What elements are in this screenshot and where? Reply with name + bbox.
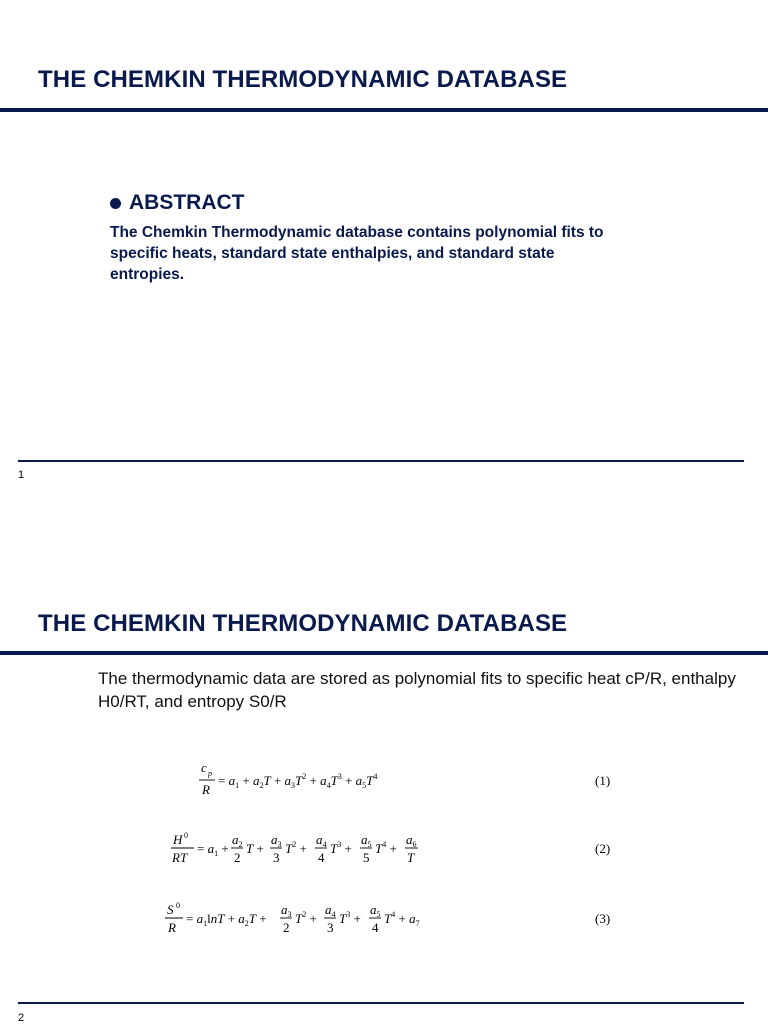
equation-3 <box>165 901 610 935</box>
footer-divider <box>18 1002 744 1004</box>
equation-1 <box>199 760 610 797</box>
bullet-heading <box>110 191 245 215</box>
svg-text:4: 4 <box>318 850 325 865</box>
eq3-number: (3) <box>595 911 611 926</box>
eq2-lhs-num-sup: 0 <box>184 831 188 840</box>
svg-text:T4 +: $T^4$ + <box>375 840 397 856</box>
svg-text:5: 5 <box>363 850 370 865</box>
svg-text:= a1 + a2T + a3T2 + a4T3 + a5T: = $a_1 + a_2T + a_3T^2 + a_4T^3 + a_5T^4$ <box>218 772 378 790</box>
svg-text:T3 +: $T^3$ + <box>330 840 352 856</box>
svg-text:a4: $a_4$ <box>316 832 327 849</box>
eq1-number: (1) <box>595 773 611 788</box>
equation-2 <box>171 831 610 865</box>
svg-text:T3 +: $T^3$ + <box>339 910 361 926</box>
eq1-lhs-num: c <box>201 760 207 775</box>
svg-text:a5: $a_5$ <box>370 902 381 919</box>
slide-title: THE CHEMKIN THERMODYNAMIC DATABASE <box>38 66 568 93</box>
eq2-number: (2) <box>595 841 611 856</box>
eq2-lhs-den: RT <box>172 850 188 865</box>
eq1-lhs-num-sub: p <box>208 769 212 778</box>
title-divider <box>0 108 768 112</box>
eq3-lhs-num-sup: 0 <box>176 901 180 910</box>
svg-text:= a1lnT + a2T +: = $a_1\ln T + a_2T$ + <box>186 911 267 928</box>
slide-2 <box>0 512 768 1024</box>
svg-text:a3: $a_3$ <box>271 832 282 849</box>
slide-title: THE CHEMKIN THERMODYNAMIC DATABASE <box>38 610 568 637</box>
svg-text:2: 2 <box>234 850 241 865</box>
svg-text:a4: $a_4$ <box>325 902 336 919</box>
svg-text:= a1 +: = $a_1$ + <box>197 841 229 858</box>
svg-text:a5: $a_5$ <box>361 832 372 849</box>
svg-text:a2: $a_2$ <box>232 832 243 849</box>
page-number: 1 <box>18 469 25 481</box>
eq3-lhs-den: R <box>168 920 176 935</box>
footer-divider <box>18 460 744 462</box>
title-divider <box>0 651 768 655</box>
svg-text:T: T <box>407 850 415 865</box>
intro-text: The thermodynamic data are stored as polynomial fits to specific heat cP/R, enthalpy H0/RT, and entropy S0/R <box>98 669 736 711</box>
svg-text:4: 4 <box>372 920 379 935</box>
svg-text:2: 2 <box>283 920 290 935</box>
abstract-text: The Chemkin Thermodynamic database contains polynomial fits to specific heats, standard state enthalpies, and standard state entropies. <box>110 224 604 283</box>
eq2-lhs-num: H <box>173 832 183 847</box>
bullet-dot-icon <box>110 198 121 209</box>
equation-panel <box>105 742 640 944</box>
svg-text:a3: $a_3$ <box>281 902 292 919</box>
svg-text:T4 + a7: $T^4 + a_7$ <box>384 910 420 928</box>
svg-text:a6: $a_6$ <box>406 832 417 849</box>
svg-text:3: 3 <box>327 920 334 935</box>
page-number: 2 <box>18 1012 25 1024</box>
svg-text:T2 +: $T^2$ + <box>285 840 307 856</box>
bullet-heading-text: ABSTRACT <box>129 191 245 214</box>
svg-text:T +: T + <box>246 841 264 856</box>
eq3-lhs-num: S <box>167 902 174 917</box>
eq1-lhs-den: R <box>202 782 210 797</box>
svg-text:3: 3 <box>273 850 280 865</box>
svg-text:T2 +: $T^2$ + <box>295 910 317 926</box>
